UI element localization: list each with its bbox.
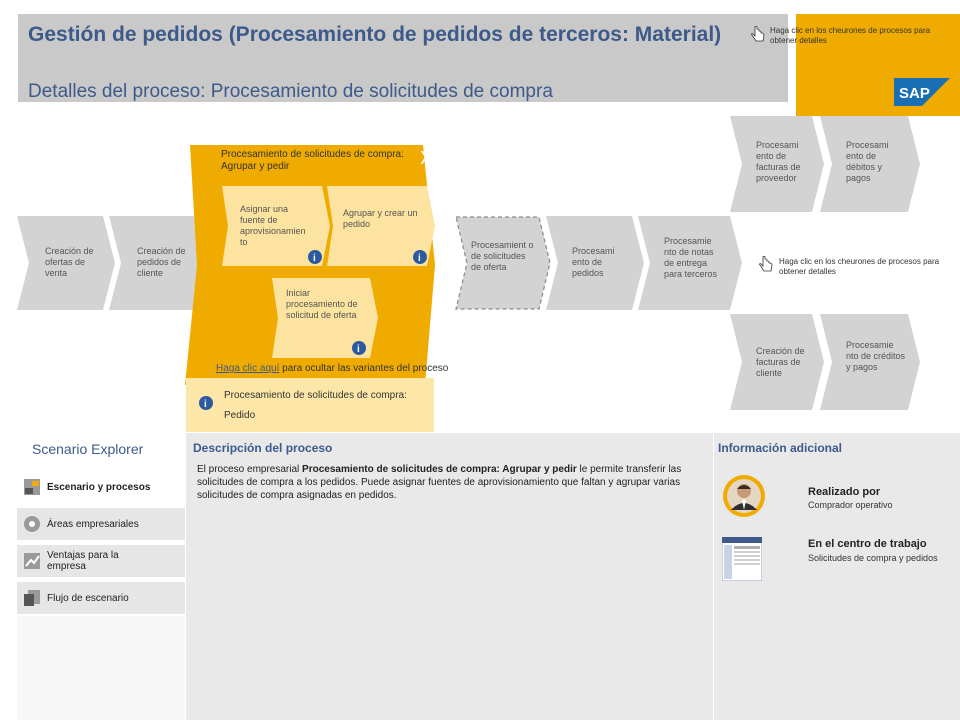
workcenter-value: Solicitudes de compra y pedidos [808, 553, 938, 563]
chevron-proc-debitos-pagos[interactable] [820, 116, 920, 212]
workcenter-screenshot-icon [722, 537, 762, 581]
chevron-proc-facturas-proveedor[interactable] [730, 116, 824, 212]
flow-icon [22, 588, 42, 608]
chevron-label: Procesami ento de facturas de proveedor [756, 140, 801, 183]
performed-by-label: Realizado por [808, 486, 881, 498]
sap-logo-text: SAP [899, 85, 930, 102]
nav-areas-empresariales[interactable] [17, 508, 185, 540]
nav-ventajas-empresa[interactable] [17, 545, 185, 577]
chevron-label: Procesamie nto de créditos y pagos [846, 340, 906, 372]
svg-text:i: i [313, 253, 316, 264]
chevron-creacion-facturas[interactable] [730, 314, 824, 410]
chevron-proc-notas-entrega[interactable] [638, 216, 742, 310]
info-icon[interactable] [352, 341, 366, 355]
svg-text:i: i [204, 399, 207, 410]
sap-logo [894, 78, 950, 106]
chevron-proc-pedidos[interactable] [546, 216, 644, 310]
svg-text:i: i [418, 253, 421, 264]
hide-variants-text [216, 363, 448, 374]
description-part2: le permite transferir las solicitudes de compra a los pedidos. Puede asignar fuentes de aprovisionamiento que faltan y agrupar varias solicitudes de compra asignadas en pedidos. [197, 464, 682, 501]
benefits-icon [22, 551, 42, 571]
subprocess-asignar-fuente[interactable] [222, 186, 330, 266]
header-bar [18, 14, 788, 102]
scenario-panel-fill [17, 616, 185, 720]
hide-variants-link[interactable]: Haga clic aquí [216, 363, 280, 374]
nav-label: Escenario y procesos [47, 481, 151, 493]
chevron-label: Procesamie nto de notas de entrega para terceros [664, 236, 718, 279]
chevron-label: Procesamient o de solicitudes de oferta [471, 240, 534, 272]
subprocess-label: Iniciar procesamiento de solicitud de oferta [286, 288, 358, 320]
scenario-icon [22, 477, 42, 497]
variant-label: Procesamiento de solicitudes de compra: Pedido [224, 390, 407, 421]
chevron-proc-creditos-pagos[interactable] [820, 314, 920, 410]
hide-variants-rest: para ocultar las variantes del proceso [279, 363, 449, 374]
chevron-label: Creación de ofertas de venta [45, 246, 94, 278]
nav-label: Ventajas para la empresa [47, 550, 119, 572]
info-icon[interactable] [413, 250, 427, 264]
chevron-label: Procesami ento de débitos y pagos [846, 140, 889, 183]
subprocess-agrupar-pedido[interactable] [327, 186, 435, 266]
description-heading: Descripción del proceso [193, 441, 333, 455]
hint-mid: Haga clic en los cheurones de procesos para obtener detalles [779, 257, 940, 276]
close-icon[interactable]: X [420, 148, 433, 168]
scenario-explorer-title: Scenario Explorer [32, 441, 144, 457]
hand-pointer-icon [750, 26, 766, 44]
avatar [722, 474, 766, 518]
sap-logo-panel [770, 14, 960, 116]
chevron-proc-solicitudes-oferta[interactable] [455, 216, 551, 310]
nav-label: Áreas empresariales [47, 518, 139, 530]
page-title: Gestión de pedidos (Procesamiento de pedidos de terceros: Material) [28, 23, 722, 46]
page-subtitle: Detalles del proceso: Procesamiento de solicitudes de compra [28, 81, 553, 102]
nav-escenario-procesos[interactable] [17, 471, 185, 503]
subprocess-iniciar-oferta[interactable] [272, 278, 378, 358]
description-part1: El proceso empresarial [197, 464, 303, 475]
process-variant[interactable] [186, 378, 434, 432]
chevron-label: Creación de pedidos de cliente [137, 246, 186, 278]
nav-flujo-escenario[interactable] [17, 582, 185, 614]
info-icon[interactable] [308, 250, 322, 264]
chevron-label: Procesami ento de pedidos [572, 246, 615, 278]
info-icon[interactable] [199, 396, 213, 410]
performed-by-value: Comprador operativo [808, 500, 893, 510]
chevron-label: Creación de facturas de cliente [756, 346, 805, 378]
nav-label: Flujo de escenario [47, 592, 129, 604]
workcenter-label: En el centro de trabajo [808, 538, 927, 550]
expanded-title: Procesamiento de solicitudes de compra: Agrupar y pedir [221, 149, 404, 172]
subprocess-label: Asignar una fuente de aprovisionamien to [240, 204, 306, 247]
description-text [197, 463, 697, 502]
description-bold: Procesamiento de solicitudes de compra: Agrupar y pedir [302, 464, 577, 475]
hand-pointer-icon [758, 256, 774, 274]
gear-icon [22, 514, 42, 534]
hint-top: Haga clic en los cheurones de procesos para obtener detalles [770, 26, 931, 45]
subprocess-label: Agrupar y crear un pedido [343, 208, 418, 229]
svg-text:i: i [357, 344, 360, 355]
chevron-creacion-ofertas[interactable] [17, 216, 115, 310]
additional-info-heading: Información adicional [718, 441, 843, 455]
